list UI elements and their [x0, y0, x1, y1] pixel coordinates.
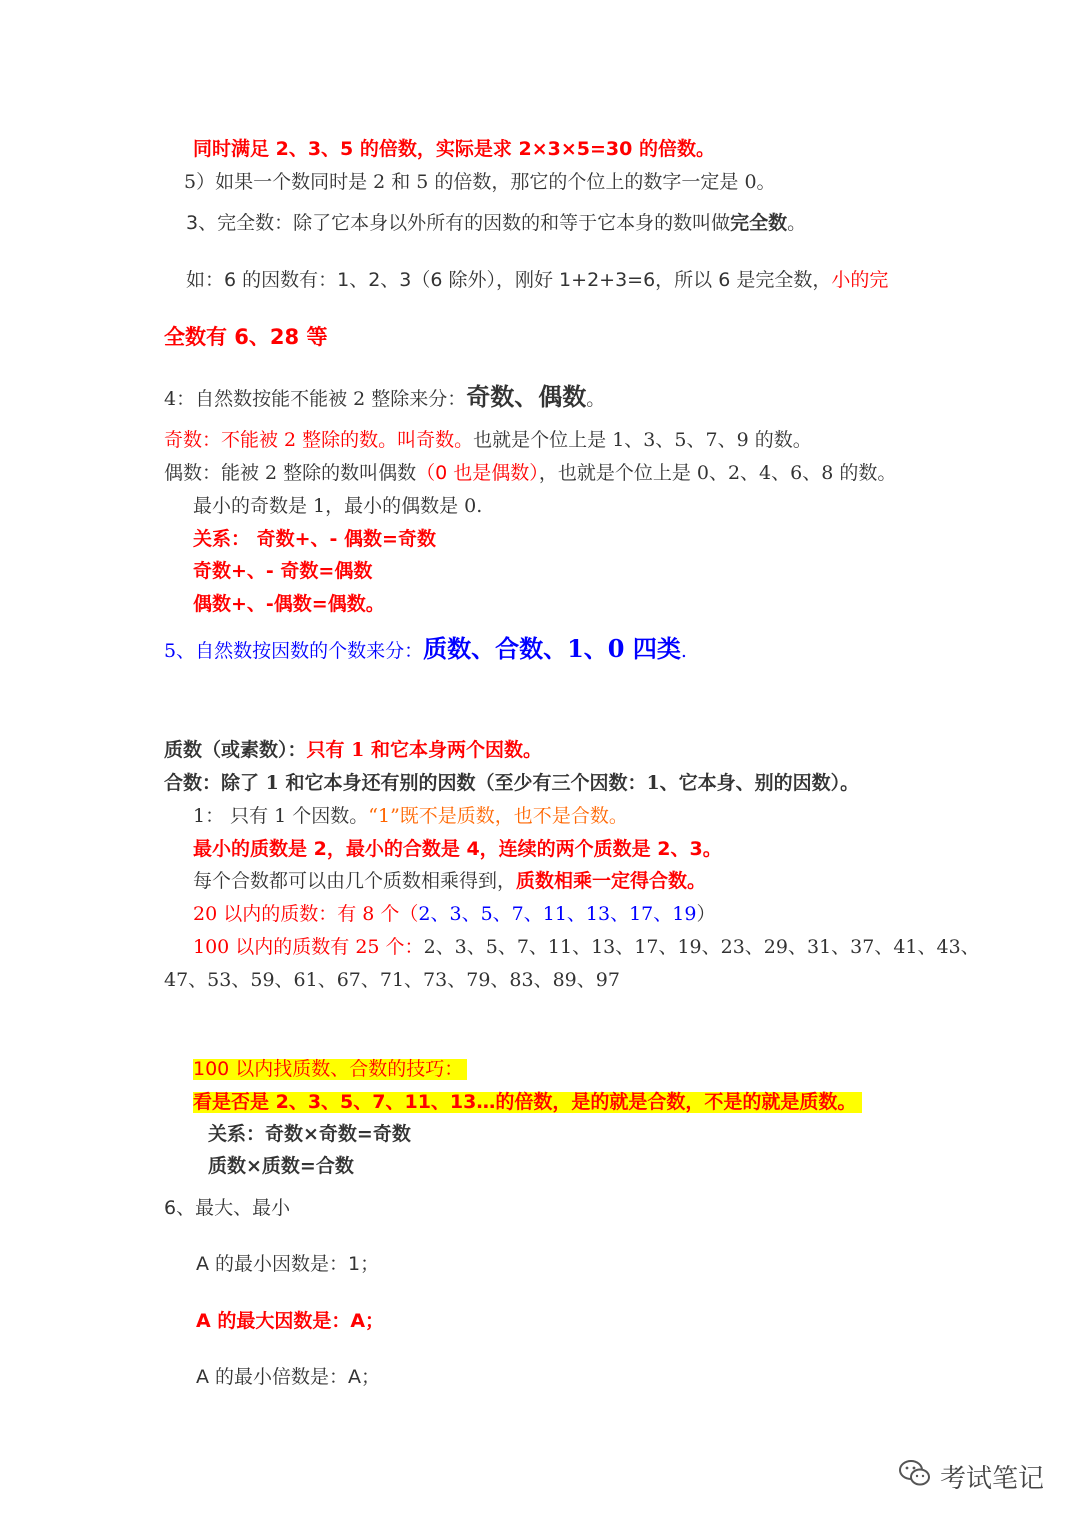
- line-relation-odd-product: 关系：奇数×奇数=奇数: [208, 1123, 411, 1145]
- line-prime-def: 质数（或素数）：只有 1 和它本身两个因数。: [164, 739, 542, 761]
- line-primes-under-100-cont: 47、53、59、61、67、71、73、79、83、89、97: [164, 969, 620, 991]
- line-factor-count-heading: 5、自然数按因数的个数来分：质数、合数、1、0 四类.: [164, 634, 687, 663]
- line-relation-1: 关系： 奇数+、- 偶数=奇数: [193, 528, 436, 550]
- line-odd-def: 奇数：不能被 2 整除的数。叫奇数。也就是个位上是 1、3、5、7、9 的数。: [164, 429, 812, 451]
- line-perfect-number-example: 如：6 的因数有：1、2、3（6 除外），刚好 1+2+3=6，所以 6 是完全数，小的完: [186, 269, 889, 291]
- line-primes-under-20: 20 以内的质数：有 8 个（2、3、5、7、11、13、17、19）: [193, 903, 716, 925]
- line-max-min-heading: 6、最大、最小: [164, 1197, 291, 1219]
- line-one-def: 1： 只有 1 个因数。“1”既不是质数，也不是合数。: [193, 805, 628, 827]
- line-even-def: 偶数：能被 2 整除的数叫偶数（0 也是偶数），也就是个位上是 0、2、4、6、8 的数。: [164, 462, 897, 484]
- line-2-5-rule: [184, 173, 776, 192]
- watermark-text: 考试笔记: [939, 1464, 1044, 1494]
- line-prime-tip-heading: 100 以内找质数、合数的技巧：: [193, 1059, 467, 1080]
- line-prime-tip: 看是否是 2、3、5、7、11、13…的倍数，是的就是合数，不是的就是质数。: [193, 1092, 862, 1113]
- line-relation-prime-product: 质数×质数=合数: [208, 1155, 354, 1177]
- wechat-icon: [898, 1458, 932, 1495]
- line-relation-2: 奇数+、- 奇数=偶数: [193, 560, 373, 582]
- line-lcm-2-3-5: 同时满足 2、3、5 的倍数，实际是求 2×3×5=30 的倍数。: [193, 138, 715, 160]
- watermark: [898, 1458, 1044, 1495]
- line-primes-under-100: 100 以内的质数有 25 个：2、3、5、7、11、13、17、19、23、29、31、37、41、43、: [193, 936, 980, 958]
- line-relation-3: 偶数+、-偶数=偶数。: [193, 593, 385, 615]
- line-min-factor: A 的最小因数是：1；: [196, 1253, 380, 1275]
- line-min-multiple: A 的最小倍数是：A；: [196, 1366, 381, 1388]
- line-composite-def: 合数：除了 1 和它本身还有别的因数（至少有三个因数：1、它本身、别的因数）。: [164, 772, 860, 794]
- line-max-factor: A 的最大因数是：A；: [196, 1310, 385, 1332]
- line-smallest-prime: 最小的质数是 2，最小的合数是 4，连续的两个质数是 2、3。: [193, 838, 722, 860]
- line-odd-even-heading: 4：自然数按能不能被 2 整除来分：奇数、偶数。: [164, 382, 606, 411]
- line-2-5-rule-text: 5）如果一个数同时是 2 和 5 的倍数，那它的个位上的数字一定是 0。: [184, 171, 776, 193]
- line-smallest-odd-even: 最小的奇数是 1，最小的偶数是 0.: [193, 495, 483, 517]
- line-perfect-number-list: 全数有 6、28 等: [164, 325, 328, 349]
- line-perfect-number-def: 3、完全数：除了它本身以外所有的因数的和等于它本身的数叫做完全数。: [186, 212, 807, 234]
- line-prime-product: 每个合数都可以由几个质数相乘得到，质数相乘一定得合数。: [193, 870, 707, 892]
